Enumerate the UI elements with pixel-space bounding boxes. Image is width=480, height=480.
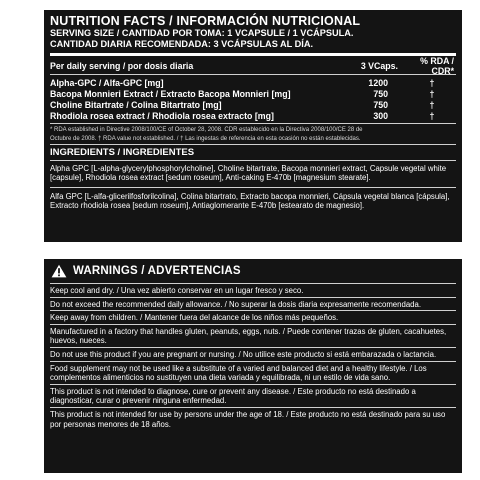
ingredients-title: INGREDIENTS / INGREDIENTES [50, 147, 195, 158]
row-name: Bacopa Monnieri Extract / Extracto Bacopa Monnieri [mg] [50, 88, 291, 99]
warning-item: This product is not intended for use by persons under the age of 18. / Este producto no está destinado para su uso por personas menores de 18 años. [50, 409, 446, 429]
warning-item: Do not exceed the recommended daily allowance. / No superar la dosis diaria expresamente recomendada. [50, 299, 421, 309]
warnings-panel [44, 259, 462, 473]
warning-item: Do not use this product if you are pregnant or nursing. / No utilice este producto si está embarazada o lactancia. [50, 349, 437, 359]
nutrition-title: NUTRITION FACTS / INFORMACIÓN NUTRICIONAL [50, 14, 361, 28]
warning-item: Keep away from children. / Mantener fuera del alcance de los niños más pequeños. [50, 313, 339, 323]
header-amount: 3 VCaps. [360, 60, 398, 71]
warning-triangle-icon [51, 264, 67, 278]
row-name: Alpha-GPC / Alfa-GPC [mg] [50, 77, 164, 88]
table-rows [50, 75, 456, 123]
row-amount: 300 [373, 110, 388, 121]
table-header [50, 57, 456, 74]
table-row [50, 88, 456, 99]
warning-item: This product is not intended to diagnose, cure or prevent any disease. / Este producto no está destinado a diagnosticar, curar o prevenir ninguna enfermedad. [50, 386, 416, 406]
serving-size: SERVING SIZE / CANTIDAD POR TOMA: 1 VCAPSULE / 1 VCÁPSULA. [50, 28, 354, 38]
serving-amount: CANTIDAD DIARIA RECOMENDADA: 3 VCÁPSULAS AL DÍA. [50, 39, 314, 49]
table-row [50, 99, 456, 110]
warning-item: Food supplement may not be used like a substitute of a varied and balanced diet and a healthy lifestyle. / Los complementos alimenticios no sustituyen una dieta variada y equilibrada, ni un estilo de vida sano. [50, 363, 427, 383]
table-row [50, 77, 456, 88]
row-amount: 1200 [368, 77, 388, 88]
row-rda: † [429, 110, 435, 121]
warning-item: Manufactured in a factory that handles gluten, peanuts, eggs, nuts. / Puede contener trazas de gluten, cacahuetes, huevos, nueces. [50, 326, 447, 346]
row-name: Choline Bitartrate / Colina Bitartrato [mg] [50, 99, 222, 110]
row-rda: † [429, 99, 435, 110]
nutrition-table [50, 57, 456, 124]
row-amount: 750 [373, 99, 388, 110]
warnings-header [50, 259, 456, 283]
row-rda: † [429, 77, 435, 88]
warnings-title: WARNINGS / ADVERTENCIAS [73, 265, 241, 277]
nutrition-panel [44, 10, 462, 242]
rda-footnote-1: * RDA established in Directive 2008/100/CE of October 28, 2008. CDR establecido en la Directiva 2008/100/CE 28 de [50, 127, 363, 133]
row-amount: 750 [373, 88, 388, 99]
header-rda: % RDA / CDR* [420, 55, 454, 76]
ingredients-spanish: Alfa GPC [L-alfa-glicerilfosforilcolina], Colina bitartrato, Extracto bacopa monnieri, Cápsula vegetal blanca [cápsula], Extracto rhodiola rosea [sedum roseum], Antiaglomerante E-470b [estearato de magnesio]. [50, 191, 450, 211]
header-name: Per daily serving / por dosis diaria [50, 60, 194, 71]
row-rda: † [429, 88, 435, 99]
ingredients-english: Alpha GPC [L-alpha-glycerylphosphorylcholine], Choline bitartrate, Bacopa monnieri extract, Capsule vegetal white [capsule], Rhodiola rosea extract [sedum roseum], Anti-caking E-470b [magnesium stearate]. [50, 164, 447, 183]
table-row [50, 110, 456, 121]
rda-footnote-2: Octubre de 2008. † RDA value not established. / † Las ingestas de referencia en esta ocasión no están establecidas. [50, 136, 361, 142]
warning-item: Keep cool and dry. / Una vez abierto conservar en un lugar fresco y seco. [50, 286, 304, 295]
row-name: Rhodiola rosea extract / Rhodiola rosea extracto [mg] [50, 110, 274, 121]
divider-thick [50, 53, 456, 56]
